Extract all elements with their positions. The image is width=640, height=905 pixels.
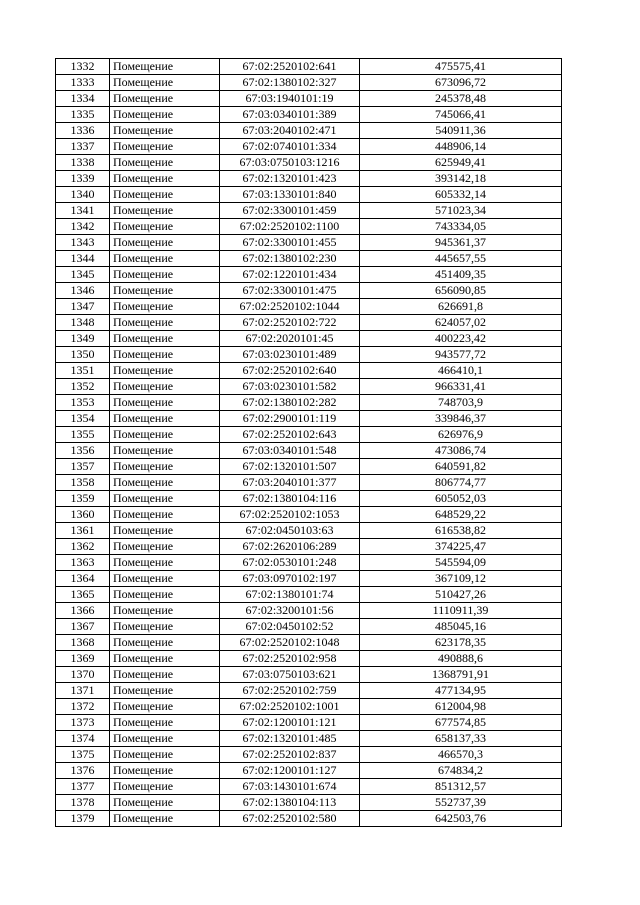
table-row: [56, 219, 562, 235]
cadastral-number-cell: 67:02:1380102:282: [220, 395, 360, 411]
table-row: [56, 59, 562, 75]
table-row: [56, 139, 562, 155]
cadastral-value-cell: 677574,85: [360, 715, 562, 731]
cadastral-number-cell: 67:02:2520102:1100: [220, 219, 360, 235]
row-number-cell: 1375: [56, 747, 110, 763]
object-type-cell: Помещение: [110, 299, 220, 315]
row-number-cell: 1359: [56, 491, 110, 507]
cadastral-value-cell: 400223,42: [360, 331, 562, 347]
row-number-cell: 1332: [56, 59, 110, 75]
cadastral-value-cell: 466570,3: [360, 747, 562, 763]
cadastral-value-cell: 640591,82: [360, 459, 562, 475]
table-row: [56, 491, 562, 507]
table-row: [56, 315, 562, 331]
table-row: [56, 747, 562, 763]
row-number-cell: 1349: [56, 331, 110, 347]
object-type-cell: Помещение: [110, 203, 220, 219]
cadastral-number-cell: 67:02:2900101:119: [220, 411, 360, 427]
table-row: [56, 395, 562, 411]
cadastral-value-cell: 451409,35: [360, 267, 562, 283]
table-row: [56, 795, 562, 811]
object-type-cell: Помещение: [110, 635, 220, 651]
row-number-cell: 1355: [56, 427, 110, 443]
row-number-cell: 1353: [56, 395, 110, 411]
cadastral-value-cell: 473086,74: [360, 443, 562, 459]
table-row: [56, 363, 562, 379]
table-row: [56, 731, 562, 747]
row-number-cell: 1364: [56, 571, 110, 587]
cadastral-value-cell: 1110911,39: [360, 603, 562, 619]
cadastral-value-cell: 605332,14: [360, 187, 562, 203]
cadastral-value-cell: 673096,72: [360, 75, 562, 91]
table-row: [56, 411, 562, 427]
cadastral-value-cell: 623178,35: [360, 635, 562, 651]
table-row: [56, 571, 562, 587]
object-type-cell: Помещение: [110, 523, 220, 539]
object-type-cell: Помещение: [110, 763, 220, 779]
cadastral-value-cell: 743334,05: [360, 219, 562, 235]
cadastral-number-cell: 67:02:3300101:475: [220, 283, 360, 299]
cadastral-value-cell: 510427,26: [360, 587, 562, 603]
row-number-cell: 1368: [56, 635, 110, 651]
cadastral-value-cell: 806774,77: [360, 475, 562, 491]
cadastral-number-cell: 67:02:2520102:958: [220, 651, 360, 667]
cadastral-value-cell: 545594,09: [360, 555, 562, 571]
object-type-cell: Помещение: [110, 747, 220, 763]
cadastral-number-cell: 67:02:3200101:56: [220, 603, 360, 619]
object-type-cell: Помещение: [110, 411, 220, 427]
row-number-cell: 1351: [56, 363, 110, 379]
object-type-cell: Помещение: [110, 571, 220, 587]
table-row: [56, 283, 562, 299]
row-number-cell: 1371: [56, 683, 110, 699]
cadastral-value-cell: 648529,22: [360, 507, 562, 523]
row-number-cell: 1347: [56, 299, 110, 315]
object-type-cell: Помещение: [110, 379, 220, 395]
cadastral-number-cell: 67:03:0340101:389: [220, 107, 360, 123]
object-type-cell: Помещение: [110, 459, 220, 475]
object-type-cell: Помещение: [110, 315, 220, 331]
cadastral-number-cell: 67:02:0450102:52: [220, 619, 360, 635]
table-row: [56, 347, 562, 363]
row-number-cell: 1348: [56, 315, 110, 331]
table-row: [56, 379, 562, 395]
row-number-cell: 1334: [56, 91, 110, 107]
object-type-cell: Помещение: [110, 347, 220, 363]
cadastral-value-cell: 571023,34: [360, 203, 562, 219]
cadastral-value-cell: 624057,02: [360, 315, 562, 331]
cadastral-value-cell: 475575,41: [360, 59, 562, 75]
object-type-cell: Помещение: [110, 603, 220, 619]
object-type-cell: Помещение: [110, 587, 220, 603]
cadastral-value-cell: 490888,6: [360, 651, 562, 667]
cadastral-number-cell: 67:02:0530101:248: [220, 555, 360, 571]
object-type-cell: Помещение: [110, 219, 220, 235]
table-row: [56, 267, 562, 283]
cadastral-number-cell: 67:02:2520102:1001: [220, 699, 360, 715]
row-number-cell: 1339: [56, 171, 110, 187]
cadastral-number-cell: 67:02:2520102:580: [220, 811, 360, 827]
cadastral-value-table: [55, 58, 562, 827]
cadastral-value-cell: 605052,03: [360, 491, 562, 507]
table-row: [56, 635, 562, 651]
cadastral-number-cell: 67:02:2520102:837: [220, 747, 360, 763]
object-type-cell: Помещение: [110, 539, 220, 555]
cadastral-value-cell: 367109,12: [360, 571, 562, 587]
row-number-cell: 1343: [56, 235, 110, 251]
object-type-cell: Помещение: [110, 667, 220, 683]
cadastral-value-cell: 626691,8: [360, 299, 562, 315]
cadastral-value-cell: 393142,18: [360, 171, 562, 187]
cadastral-number-cell: 67:02:1320101:423: [220, 171, 360, 187]
cadastral-number-cell: 67:02:2520102:1053: [220, 507, 360, 523]
table-row: [56, 619, 562, 635]
table-row: [56, 683, 562, 699]
cadastral-value-cell: 642503,76: [360, 811, 562, 827]
cadastral-number-cell: 67:03:0750103:1216: [220, 155, 360, 171]
object-type-cell: Помещение: [110, 683, 220, 699]
table-body: [56, 59, 562, 827]
cadastral-number-cell: 67:03:0230101:489: [220, 347, 360, 363]
object-type-cell: Помещение: [110, 491, 220, 507]
row-number-cell: 1363: [56, 555, 110, 571]
cadastral-value-cell: 658137,33: [360, 731, 562, 747]
table-row: [56, 539, 562, 555]
row-number-cell: 1341: [56, 203, 110, 219]
table-row: [56, 715, 562, 731]
cadastral-value-cell: 945361,37: [360, 235, 562, 251]
cadastral-number-cell: 67:02:2520102:640: [220, 363, 360, 379]
object-type-cell: Помещение: [110, 123, 220, 139]
row-number-cell: 1342: [56, 219, 110, 235]
object-type-cell: Помещение: [110, 555, 220, 571]
cadastral-number-cell: 67:02:1220101:434: [220, 267, 360, 283]
cadastral-number-cell: 67:02:0740101:334: [220, 139, 360, 155]
row-number-cell: 1377: [56, 779, 110, 795]
row-number-cell: 1337: [56, 139, 110, 155]
row-number-cell: 1338: [56, 155, 110, 171]
row-number-cell: 1372: [56, 699, 110, 715]
object-type-cell: Помещение: [110, 235, 220, 251]
object-type-cell: Помещение: [110, 395, 220, 411]
cadastral-value-cell: 966331,41: [360, 379, 562, 395]
object-type-cell: Помещение: [110, 91, 220, 107]
object-type-cell: Помещение: [110, 475, 220, 491]
object-type-cell: Помещение: [110, 779, 220, 795]
cadastral-value-cell: 540911,36: [360, 123, 562, 139]
object-type-cell: Помещение: [110, 795, 220, 811]
cadastral-value-cell: 616538,82: [360, 523, 562, 539]
cadastral-value-cell: 745066,41: [360, 107, 562, 123]
cadastral-number-cell: 67:02:2520102:722: [220, 315, 360, 331]
table-row: [56, 123, 562, 139]
cadastral-number-cell: 67:03:1330101:840: [220, 187, 360, 203]
table-row: [56, 203, 562, 219]
cadastral-value-cell: 552737,39: [360, 795, 562, 811]
table-row: [56, 427, 562, 443]
cadastral-number-cell: 67:03:0230101:582: [220, 379, 360, 395]
cadastral-number-cell: 67:02:1380102:230: [220, 251, 360, 267]
row-number-cell: 1346: [56, 283, 110, 299]
table-row: [56, 523, 562, 539]
row-number-cell: 1361: [56, 523, 110, 539]
cadastral-number-cell: 67:02:2520102:1044: [220, 299, 360, 315]
table-row: [56, 475, 562, 491]
table-row: [56, 507, 562, 523]
table-row: [56, 91, 562, 107]
cadastral-value-cell: 445657,55: [360, 251, 562, 267]
table-row: [56, 171, 562, 187]
cadastral-number-cell: 67:02:1200101:127: [220, 763, 360, 779]
row-number-cell: 1345: [56, 267, 110, 283]
row-number-cell: 1344: [56, 251, 110, 267]
row-number-cell: 1357: [56, 459, 110, 475]
cadastral-number-cell: 67:03:1940101:19: [220, 91, 360, 107]
cadastral-number-cell: 67:02:1320101:507: [220, 459, 360, 475]
row-number-cell: 1350: [56, 347, 110, 363]
object-type-cell: Помещение: [110, 731, 220, 747]
cadastral-value-cell: 625949,41: [360, 155, 562, 171]
cadastral-value-cell: 1368791,91: [360, 667, 562, 683]
cadastral-number-cell: 67:03:2040101:377: [220, 475, 360, 491]
object-type-cell: Помещение: [110, 139, 220, 155]
cadastral-value-cell: 943577,72: [360, 347, 562, 363]
object-type-cell: Помещение: [110, 107, 220, 123]
table-row: [56, 699, 562, 715]
row-number-cell: 1354: [56, 411, 110, 427]
object-type-cell: Помещение: [110, 443, 220, 459]
object-type-cell: Помещение: [110, 811, 220, 827]
object-type-cell: Помещение: [110, 187, 220, 203]
row-number-cell: 1340: [56, 187, 110, 203]
cadastral-value-cell: 748703,9: [360, 395, 562, 411]
table-row: [56, 603, 562, 619]
table-row: [56, 299, 562, 315]
object-type-cell: Помещение: [110, 699, 220, 715]
cadastral-number-cell: 67:03:0340101:548: [220, 443, 360, 459]
cadastral-value-cell: 674834,2: [360, 763, 562, 779]
table-row: [56, 75, 562, 91]
cadastral-value-cell: 485045,16: [360, 619, 562, 635]
object-type-cell: Помещение: [110, 283, 220, 299]
table-row: [56, 651, 562, 667]
row-number-cell: 1352: [56, 379, 110, 395]
table-row: [56, 235, 562, 251]
object-type-cell: Помещение: [110, 507, 220, 523]
cadastral-value-cell: 339846,37: [360, 411, 562, 427]
row-number-cell: 1370: [56, 667, 110, 683]
table-row: [56, 763, 562, 779]
cadastral-number-cell: 67:02:1200101:121: [220, 715, 360, 731]
row-number-cell: 1365: [56, 587, 110, 603]
cadastral-value-cell: 374225,47: [360, 539, 562, 555]
object-type-cell: Помещение: [110, 59, 220, 75]
row-number-cell: 1366: [56, 603, 110, 619]
cadastral-value-cell: 851312,57: [360, 779, 562, 795]
row-number-cell: 1356: [56, 443, 110, 459]
table-row: [56, 587, 562, 603]
row-number-cell: 1374: [56, 731, 110, 747]
object-type-cell: Помещение: [110, 331, 220, 347]
cadastral-number-cell: 67:02:2020101:45: [220, 331, 360, 347]
object-type-cell: Помещение: [110, 651, 220, 667]
row-number-cell: 1360: [56, 507, 110, 523]
cadastral-number-cell: 67:02:1380101:74: [220, 587, 360, 603]
table-row: [56, 251, 562, 267]
cadastral-number-cell: 67:02:0450103:63: [220, 523, 360, 539]
row-number-cell: 1369: [56, 651, 110, 667]
object-type-cell: Помещение: [110, 155, 220, 171]
cadastral-number-cell: 67:03:0970102:197: [220, 571, 360, 587]
cadastral-number-cell: 67:02:2520102:641: [220, 59, 360, 75]
object-type-cell: Помещение: [110, 715, 220, 731]
cadastral-number-cell: 67:03:2040102:471: [220, 123, 360, 139]
row-number-cell: 1376: [56, 763, 110, 779]
object-type-cell: Помещение: [110, 267, 220, 283]
table-row: [56, 459, 562, 475]
object-type-cell: Помещение: [110, 75, 220, 91]
object-type-cell: Помещение: [110, 171, 220, 187]
table-row: [56, 107, 562, 123]
row-number-cell: 1367: [56, 619, 110, 635]
cadastral-value-cell: 612004,98: [360, 699, 562, 715]
row-number-cell: 1335: [56, 107, 110, 123]
row-number-cell: 1336: [56, 123, 110, 139]
cadastral-number-cell: 67:02:2620106:289: [220, 539, 360, 555]
row-number-cell: 1378: [56, 795, 110, 811]
cadastral-number-cell: 67:02:2520102:1048: [220, 635, 360, 651]
table-row: [56, 187, 562, 203]
cadastral-number-cell: 67:02:2520102:759: [220, 683, 360, 699]
object-type-cell: Помещение: [110, 251, 220, 267]
row-number-cell: 1358: [56, 475, 110, 491]
cadastral-number-cell: 67:02:1320101:485: [220, 731, 360, 747]
cadastral-value-cell: 466410,1: [360, 363, 562, 379]
cadastral-number-cell: 67:02:2520102:643: [220, 427, 360, 443]
object-type-cell: Помещение: [110, 619, 220, 635]
object-type-cell: Помещение: [110, 363, 220, 379]
table-row: [56, 443, 562, 459]
cadastral-number-cell: 67:03:0750103:621: [220, 667, 360, 683]
cadastral-number-cell: 67:02:1380104:113: [220, 795, 360, 811]
cadastral-value-cell: 626976,9: [360, 427, 562, 443]
cadastral-number-cell: 67:02:3300101:455: [220, 235, 360, 251]
cadastral-number-cell: 67:02:1380102:327: [220, 75, 360, 91]
cadastral-value-cell: 656090,85: [360, 283, 562, 299]
table-row: [56, 811, 562, 827]
cadastral-value-cell: 245378,48: [360, 91, 562, 107]
cadastral-value-cell: 448906,14: [360, 139, 562, 155]
table-row: [56, 555, 562, 571]
object-type-cell: Помещение: [110, 427, 220, 443]
row-number-cell: 1379: [56, 811, 110, 827]
row-number-cell: 1333: [56, 75, 110, 91]
cadastral-value-cell: 477134,95: [360, 683, 562, 699]
row-number-cell: 1373: [56, 715, 110, 731]
table-row: [56, 779, 562, 795]
cadastral-number-cell: 67:02:1380104:116: [220, 491, 360, 507]
table-row: [56, 331, 562, 347]
table-row: [56, 667, 562, 683]
table-row: [56, 155, 562, 171]
cadastral-number-cell: 67:03:1430101:674: [220, 779, 360, 795]
cadastral-number-cell: 67:02:3300101:459: [220, 203, 360, 219]
row-number-cell: 1362: [56, 539, 110, 555]
